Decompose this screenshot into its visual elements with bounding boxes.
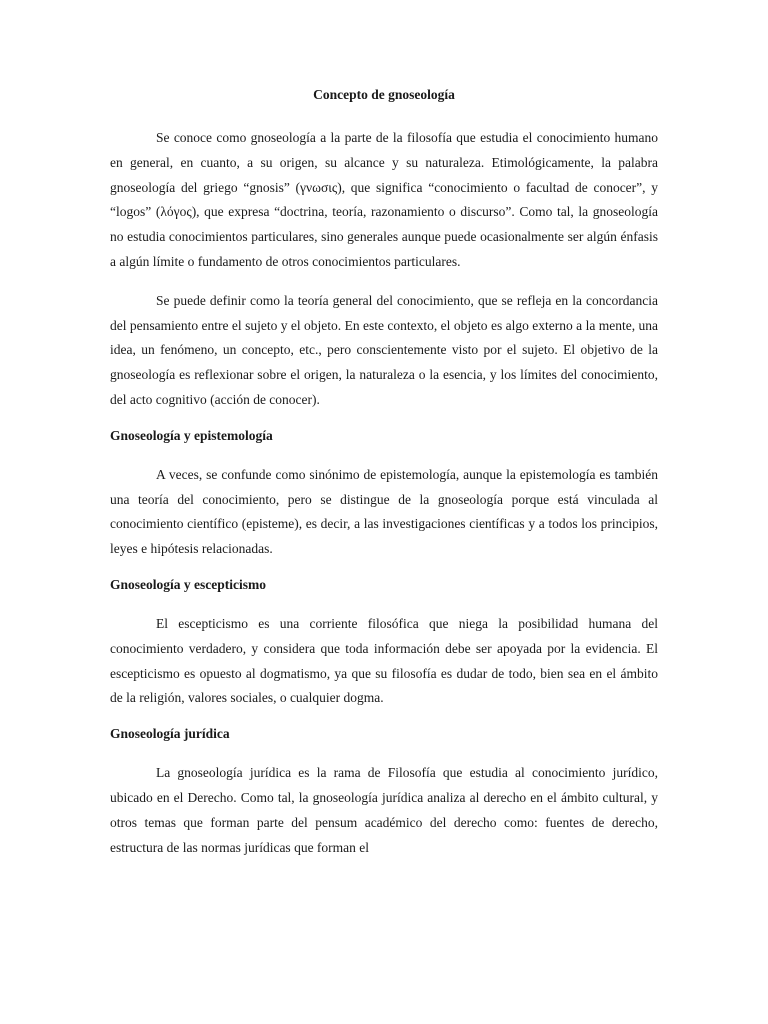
paragraph-epistemologia: A veces, se confunde como sinónimo de epistemología, aunque la epistemología es también una teoría del conocimiento, pero se distingue de la gnoseología porque está vinculada al conocimiento científico (episteme), es decir, a las investigaciones científicas y a todos los principios, leyes e hipótesis relacionadas. <box>110 466 658 557</box>
paragraph-intro-definition: Se conoce como gnoseología a la parte de la filosofía que estudia el conocimiento humano en general, en cuanto, a su origen, su alcance y su naturaleza. Etimológicamente, la palabra gnoseología del griego “gnosis” (γνωσις), que significa “conocimiento o facultad de conocer”, y “logos” (λόγος), que expresa “doctrina, teoría, razonamiento o discurso”. Como tal, la gnoseología no estudia conocimientos particulares, sino generales aunque puede ocasionalmente ser algún énfasis a algún límite o fundamento de otros conocimientos particulares. <box>110 130 658 269</box>
section-heading-epistemologia: Gnoseología y epistemología <box>110 427 273 443</box>
section-heading-juridica: Gnoseología jurídica <box>110 726 230 742</box>
paragraph-escepticismo: El escepticismo es una corriente filosófica que niega la posibilidad humana del conocimiento verdadero, y considera que toda información debe ser apoyada por la evidencia. El escepticismo es opuesto al dogmatismo, ya que su filosofía es dudar de todo, bien sea en el ámbito de la religión, valores sociales, o cualquier dogma. <box>110 615 658 706</box>
section-heading-escepticismo: Gnoseología y escepticismo <box>110 576 266 592</box>
document-body <box>110 86 658 860</box>
paragraph-general-theory: Se puede definir como la teoría general del conocimiento, que se refleja en la concordancia del pensamiento entre el sujeto y el objeto. En este contexto, el objeto es algo externo a la mente, una idea, un fenómeno, un concepto, etc., pero conscientemente visto por el sujeto. El objetivo de la gnoseología es reflexionar sobre el origen, la naturaleza o la esencia, y los límites del conocimiento, del acto cognitivo (acción de conocer). <box>110 292 658 407</box>
page-title: Concepto de gnoseología <box>313 87 455 102</box>
paragraph-juridica: La gnoseología jurídica es la rama de Filosofía que estudia al conocimiento jurídico, ubicado en el Derecho. Como tal, la gnoseología jurídica analiza al derecho en el ámbito cultural, y otros temas que forman parte del pensum académico del derecho como: fuentes de derecho, estructura de las normas jurídicas que forman el <box>110 765 658 855</box>
